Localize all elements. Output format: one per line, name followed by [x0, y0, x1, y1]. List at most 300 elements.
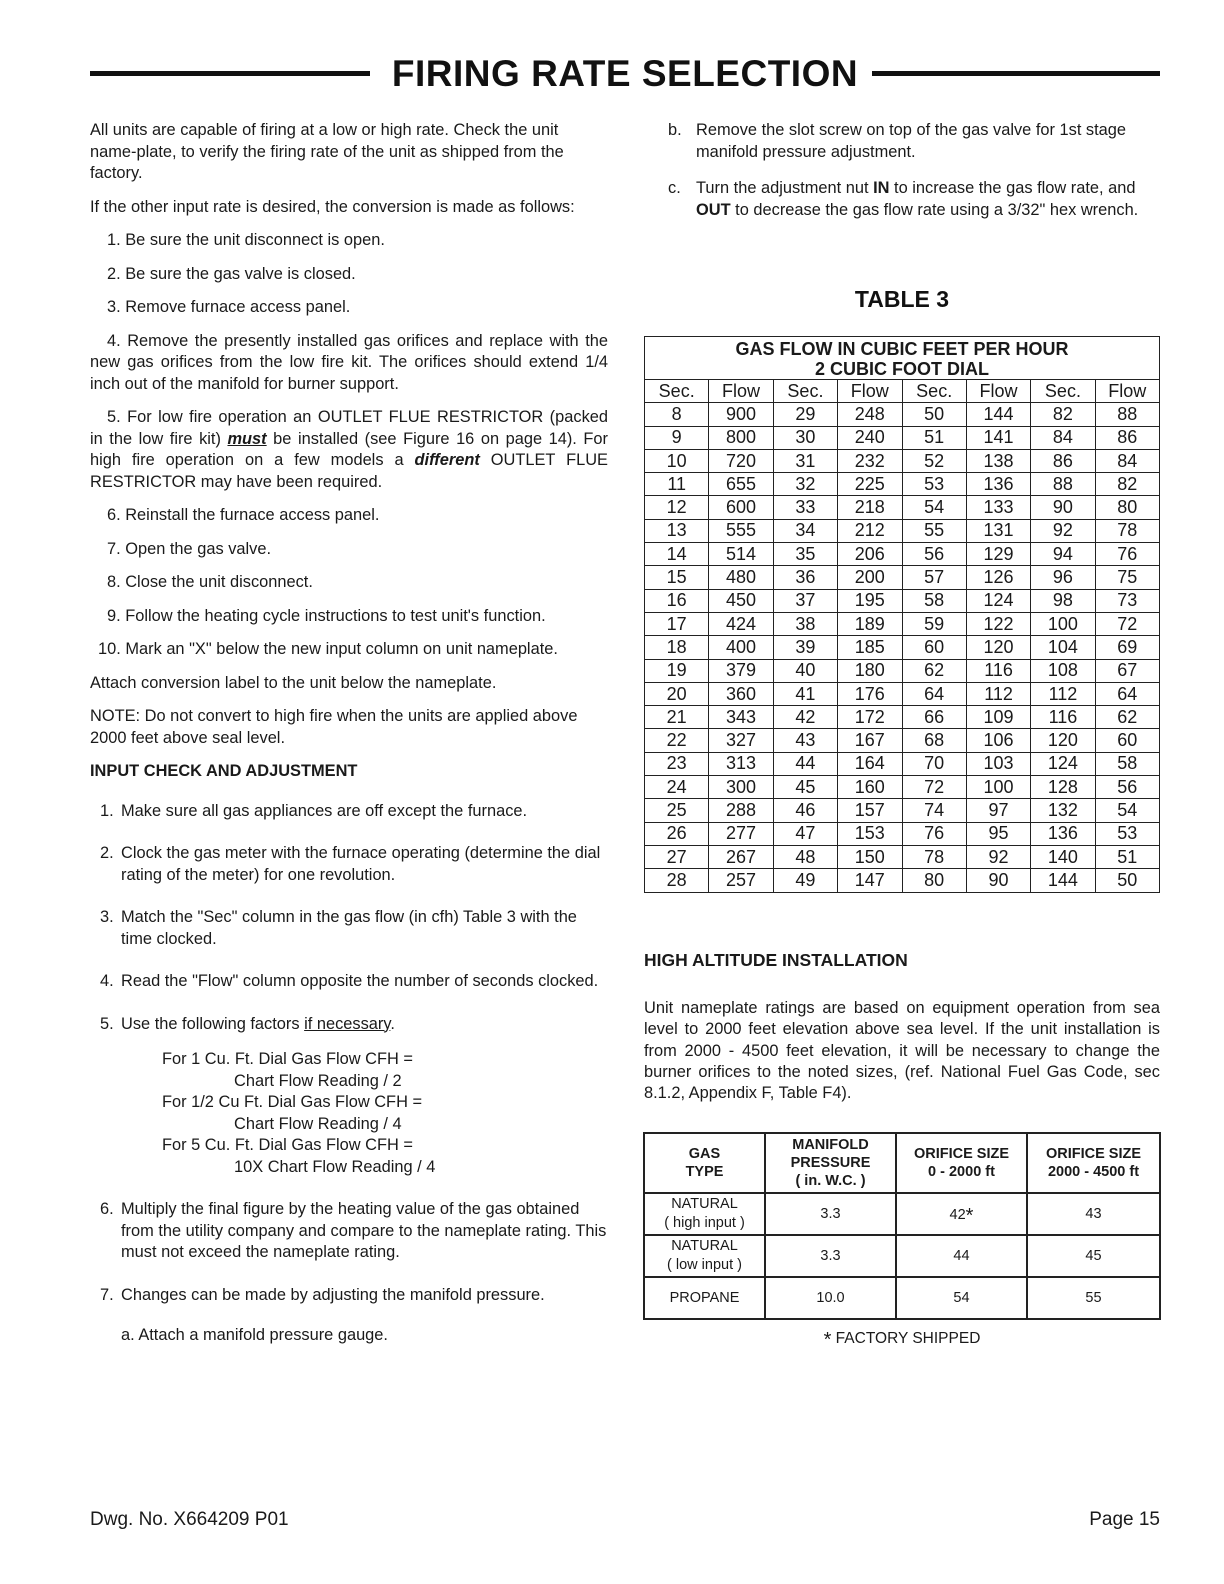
orifice-high-cell: 45: [1027, 1235, 1160, 1277]
seconds-cell: 38: [773, 612, 837, 635]
flow-cell: 75: [1095, 566, 1159, 589]
input-step-5: [90, 1014, 608, 1036]
seconds-cell: 59: [902, 612, 966, 635]
flow-cell: 62: [1095, 706, 1159, 729]
flow-cell: 240: [838, 426, 902, 449]
orifice-high-cell: 55: [1027, 1277, 1160, 1319]
conversion-step-8: 8. Close the unit disconnect.: [107, 573, 313, 591]
step5-period: .: [390, 1014, 395, 1033]
gas-type-cell: PROPANE: [644, 1277, 765, 1319]
seconds-cell: 82: [1031, 403, 1095, 426]
formula-1-value: Chart Flow Reading / 2: [234, 1071, 402, 1090]
seconds-cell: 16: [645, 589, 709, 612]
flow-cell: 600: [709, 496, 773, 519]
manifold-pressure-header: [765, 1133, 896, 1193]
step-7c: [668, 178, 1160, 221]
step-number: 4.: [100, 972, 114, 990]
flow-cell: 56: [1095, 776, 1159, 799]
orifice-low-cell: [896, 1193, 1027, 1235]
seconds-cell: 84: [1031, 426, 1095, 449]
column-header: Sec.: [1031, 380, 1095, 403]
out-bold: OUT: [696, 200, 731, 219]
flow-cell: 136: [966, 473, 1030, 496]
gas-type-header: [644, 1133, 765, 1193]
flow-cell: 90: [966, 869, 1030, 892]
right-column: [668, 120, 1160, 236]
factory-shipped-marker: *: [965, 1204, 974, 1227]
header-line: ORIFICE SIZE: [913, 1146, 1010, 1162]
table-row: [645, 636, 1160, 659]
step-7c-text-c: to decrease the gas flow rate using a 3/32" hex wrench.: [730, 200, 1139, 219]
seconds-cell: 90: [1031, 496, 1095, 519]
flow-cell: 379: [709, 659, 773, 682]
header-line: MANIFOLD: [792, 1137, 869, 1153]
flow-cell: 257: [709, 869, 773, 892]
table-row: [645, 566, 1160, 589]
seconds-cell: 19: [645, 659, 709, 682]
page-title: FIRING RATE SELECTION: [391, 53, 859, 94]
flow-cell: 288: [709, 799, 773, 822]
flow-cell: 120: [966, 636, 1030, 659]
table-row: [645, 426, 1160, 449]
seconds-cell: 37: [773, 589, 837, 612]
step-text: Remove the slot screw on top of the gas valve for 1st stage manifold pressure adjustment.: [696, 121, 1127, 161]
flow-cell: 343: [709, 706, 773, 729]
table-row: [645, 706, 1160, 729]
seconds-cell: 62: [902, 659, 966, 682]
step-7c-text-b: to increase the gas flow rate, and: [889, 179, 1136, 197]
seconds-cell: 23: [645, 752, 709, 775]
formula-3-label: For 5 Cu. Ft. Dial Gas Flow CFH =: [162, 1136, 413, 1154]
flow-cell: 54: [1095, 799, 1159, 822]
flow-cell: 514: [709, 543, 773, 566]
step-number: 1.: [100, 801, 114, 820]
title-rule-right: [872, 71, 1160, 76]
step-number: 5.: [100, 1014, 114, 1033]
orifice-table-header: [644, 1133, 1160, 1193]
cell-line: NATURAL: [671, 1238, 738, 1254]
flow-cell: 655: [709, 473, 773, 496]
step-7b: [668, 120, 1160, 163]
seconds-cell: 53: [902, 473, 966, 496]
table-row: [645, 449, 1160, 472]
step-text: Make sure all gas appliances are off except the furnace.: [121, 801, 528, 820]
seconds-cell: 44: [773, 752, 837, 775]
header-line: 2000 - 4500 ft: [1047, 1164, 1140, 1180]
input-step-2: [90, 843, 608, 886]
flow-cell: 172: [838, 706, 902, 729]
flow-cell: 147: [838, 869, 902, 892]
flow-cell: 424: [709, 612, 773, 635]
seconds-cell: 35: [773, 543, 837, 566]
flow-cell: 480: [709, 566, 773, 589]
seconds-cell: 30: [773, 426, 837, 449]
flow-cell: 200: [838, 566, 902, 589]
table-caption-2: 2 CUBIC FOOT DIAL: [645, 359, 1160, 380]
seconds-cell: 140: [1031, 845, 1095, 868]
page-title-row: [90, 52, 1160, 96]
seconds-cell: 96: [1031, 566, 1095, 589]
dial-factor-formulas: [162, 1049, 608, 1178]
conversion-step-6: 6. Reinstall the furnace access panel.: [107, 506, 380, 524]
seconds-cell: 80: [902, 869, 966, 892]
step-number: 7.: [100, 1285, 114, 1304]
flow-cell: 153: [838, 822, 902, 845]
flow-cell: 157: [838, 799, 902, 822]
flow-cell: 82: [1095, 473, 1159, 496]
table-3-title: TABLE 3: [854, 286, 950, 312]
step5-must: must: [227, 429, 267, 448]
table-row: [645, 473, 1160, 496]
step-number: 6.: [100, 1200, 114, 1218]
seconds-cell: 40: [773, 659, 837, 682]
table-row: [645, 496, 1160, 519]
flow-cell: 92: [966, 845, 1030, 868]
gas-type-cell: [644, 1235, 765, 1277]
pressure-cell: 3.3: [765, 1235, 896, 1277]
seconds-cell: 32: [773, 473, 837, 496]
seconds-cell: 128: [1031, 776, 1095, 799]
seconds-cell: 108: [1031, 659, 1095, 682]
table-row: [645, 752, 1160, 775]
flow-cell: 189: [838, 612, 902, 635]
flow-cell: 129: [966, 543, 1030, 566]
step5-text-b: be installed (see Figure 16 on page 14). For high fire operation on a few models a: [90, 429, 608, 469]
flow-cell: 267: [709, 845, 773, 868]
input-step-1: [90, 801, 608, 823]
step-letter: b.: [668, 121, 682, 139]
table-row: [645, 776, 1160, 799]
seconds-cell: 57: [902, 566, 966, 589]
seconds-cell: 48: [773, 845, 837, 868]
table-row: [645, 543, 1160, 566]
seconds-cell: 43: [773, 729, 837, 752]
cell-line: ( low input ): [667, 1257, 742, 1273]
conversion-step-3: 3. Remove furnace access panel.: [107, 298, 351, 316]
flow-cell: 126: [966, 566, 1030, 589]
flow-cell: 58: [1095, 752, 1159, 775]
table-row: [644, 1235, 1160, 1277]
seconds-cell: 136: [1031, 822, 1095, 845]
flow-cell: 60: [1095, 729, 1159, 752]
conversion-step-1: 1. Be sure the unit disconnect is open.: [107, 231, 385, 249]
flow-cell: 67: [1095, 659, 1159, 682]
seconds-cell: 88: [1031, 473, 1095, 496]
conversion-step-4: 4. Remove the presently installed gas orifices and replace with the new gas orifices from the low fire kit. The orifices should extend 1/4 inch out of the manifold for burner support.: [90, 331, 608, 393]
flow-cell: 116: [966, 659, 1030, 682]
conversion-step-5: [90, 407, 608, 493]
header-line: PRESSURE: [790, 1155, 871, 1171]
step-text: Match the "Sec" column in the gas flow (in cfh) Table 3 with the time clocked.: [121, 908, 577, 948]
column-header: Sec.: [902, 380, 966, 403]
flow-cell: 248: [838, 403, 902, 426]
flow-cell: 109: [966, 706, 1030, 729]
flow-cell: 97: [966, 799, 1030, 822]
in-bold: IN: [873, 179, 890, 197]
flow-cell: 555: [709, 519, 773, 542]
column-header: Flow: [838, 380, 902, 403]
seconds-cell: 20: [645, 682, 709, 705]
flow-cell: 138: [966, 449, 1030, 472]
flow-cell: 144: [966, 403, 1030, 426]
seconds-cell: 29: [773, 403, 837, 426]
step5-factors-text: Use the following factors: [121, 1014, 305, 1033]
seconds-cell: 116: [1031, 706, 1095, 729]
table-row: [645, 822, 1160, 845]
seconds-cell: 22: [645, 729, 709, 752]
flow-cell: 64: [1095, 682, 1159, 705]
seconds-cell: 10: [645, 449, 709, 472]
seconds-cell: 132: [1031, 799, 1095, 822]
flow-cell: 900: [709, 403, 773, 426]
seconds-cell: 25: [645, 799, 709, 822]
flow-cell: 800: [709, 426, 773, 449]
seconds-cell: 64: [902, 682, 966, 705]
gas-flow-table: [644, 336, 1160, 893]
seconds-cell: 86: [1031, 449, 1095, 472]
step5-different: different: [414, 451, 480, 469]
seconds-cell: 56: [902, 543, 966, 566]
orifice-high-cell: 43: [1027, 1193, 1160, 1235]
flow-cell: 103: [966, 752, 1030, 775]
step5-text-c: OUTLET FLUE RESTRICTOR may have been required.: [90, 451, 608, 491]
step-text: [121, 1014, 608, 1036]
flow-cell: 212: [838, 519, 902, 542]
left-column: [90, 120, 608, 1347]
conversion-steps: [90, 230, 608, 661]
seconds-cell: 94: [1031, 543, 1095, 566]
seconds-cell: 31: [773, 449, 837, 472]
high-altitude-paragraph: Unit nameplate ratings are based on equipment operation from sea level to 2000 feet elevation above sea level. If the unit installation is from 2000 - 4500 feet elevation, it will be necessary to change the burner orifices to the noted sizes, (ref. National Fuel Gas Code, sec 8.1.2, Appendix F, Table F4).: [644, 999, 1160, 1103]
seconds-cell: 58: [902, 589, 966, 612]
input-check-steps: [90, 801, 608, 1347]
cell-line: ( high input ): [664, 1215, 745, 1231]
flow-cell: 450: [709, 589, 773, 612]
step5-text-a: 5. For low fire operation an OUTLET FLUE RESTRICTOR (packed in the low fire kit): [90, 408, 608, 448]
table-row: [645, 799, 1160, 822]
input-check-heading: INPUT CHECK AND ADJUSTMENT: [90, 762, 358, 780]
table-row: [645, 659, 1160, 682]
conversion-step-10: 10. Mark an "X" below the new input column on unit nameplate.: [98, 640, 558, 658]
factory-shipped-footnote: [644, 1326, 1160, 1349]
flow-cell: 150: [838, 845, 902, 868]
intro-paragraph: All units are capable of firing at a low or high rate. Check the unit name-plate, to verify the firing rate of the unit as shipped from the factory.: [90, 121, 564, 182]
column-header: Sec.: [773, 380, 837, 403]
conversion-step-7: 7. Open the gas valve.: [107, 539, 272, 558]
step-7c-text-a: Turn the adjustment nut: [696, 179, 874, 197]
seconds-cell: 11: [645, 473, 709, 496]
cell-line: NATURAL: [671, 1196, 738, 1212]
seconds-cell: 60: [902, 636, 966, 659]
flow-cell: 124: [966, 589, 1030, 612]
step-number: 3.: [100, 908, 114, 926]
table-row: [645, 519, 1160, 542]
conversion-step-2: 2. Be sure the gas valve is closed.: [107, 264, 356, 283]
flow-cell: 88: [1095, 403, 1159, 426]
drawing-number: Dwg. No. X664209 P01: [90, 1509, 289, 1530]
seconds-cell: 39: [773, 636, 837, 659]
seconds-cell: 124: [1031, 752, 1095, 775]
flow-cell: 218: [838, 496, 902, 519]
step-number: 2.: [100, 844, 114, 862]
seconds-cell: 144: [1031, 869, 1095, 892]
seconds-cell: 92: [1031, 519, 1095, 542]
formula-2-value: Chart Flow Reading / 4: [234, 1114, 402, 1133]
orifice-low-alt-header: [896, 1133, 1027, 1193]
high-altitude-heading: HIGH ALTITUDE INSTALLATION: [644, 950, 908, 970]
seconds-cell: 28: [645, 869, 709, 892]
seconds-cell: 100: [1031, 612, 1095, 635]
seconds-cell: 78: [902, 845, 966, 868]
seconds-cell: 68: [902, 729, 966, 752]
flow-cell: 78: [1095, 519, 1159, 542]
high-fire-note: NOTE: Do not convert to high fire when the units are applied above 2000 feet above seal level.: [90, 707, 578, 747]
flow-cell: 327: [709, 729, 773, 752]
flow-cell: 80: [1095, 496, 1159, 519]
formula-1-label: For 1 Cu. Ft. Dial Gas Flow CFH =: [162, 1050, 413, 1068]
orifice-high-alt-header: [1027, 1133, 1160, 1193]
seconds-cell: 42: [773, 706, 837, 729]
orifice-size-table: [643, 1132, 1161, 1320]
pressure-cell: 3.3: [765, 1193, 896, 1235]
step-text: Changes can be made by adjusting the manifold pressure.: [121, 1285, 545, 1304]
seconds-cell: 26: [645, 822, 709, 845]
seconds-cell: 76: [902, 822, 966, 845]
step-letter: c.: [668, 179, 681, 197]
flow-cell: 53: [1095, 822, 1159, 845]
seconds-cell: 46: [773, 799, 837, 822]
header-line: ( in. W.C. ): [795, 1173, 866, 1189]
seconds-cell: 14: [645, 543, 709, 566]
column-header: Flow: [709, 380, 773, 403]
seconds-cell: 18: [645, 636, 709, 659]
header-line: ORIFICE SIZE: [1045, 1146, 1142, 1162]
flow-cell: 232: [838, 449, 902, 472]
flow-cell: 277: [709, 822, 773, 845]
seconds-cell: 66: [902, 706, 966, 729]
flow-cell: 300: [709, 776, 773, 799]
input-step-7a: a. Attach a manifold pressure gauge.: [121, 1326, 388, 1344]
flow-cell: 72: [1095, 612, 1159, 635]
footnote-text: FACTORY SHIPPED: [831, 1330, 981, 1347]
flow-cell: 69: [1095, 636, 1159, 659]
seconds-cell: 54: [902, 496, 966, 519]
flow-cell: 122: [966, 612, 1030, 635]
seconds-cell: 34: [773, 519, 837, 542]
input-step-7: [90, 1285, 608, 1307]
flow-cell: 141: [966, 426, 1030, 449]
table-row: [645, 403, 1160, 426]
orifice-low-cell: 44: [896, 1235, 1027, 1277]
seconds-cell: 72: [902, 776, 966, 799]
seconds-cell: 9: [645, 426, 709, 449]
step-text: Multiply the final figure by the heating value of the gas obtained from the utility company and compare to the nameplate rating. This must not exceed the nameplate rating.: [121, 1200, 607, 1261]
flow-cell: 180: [838, 659, 902, 682]
seconds-cell: 21: [645, 706, 709, 729]
footnote-marker: *: [823, 1329, 832, 1351]
seconds-cell: 47: [773, 822, 837, 845]
flow-cell: 133: [966, 496, 1030, 519]
flow-cell: 73: [1095, 589, 1159, 612]
flow-cell: 95: [966, 822, 1030, 845]
flow-cell: 185: [838, 636, 902, 659]
step-text: [696, 178, 1160, 221]
header-line: GAS: [688, 1146, 721, 1162]
input-step-4: [90, 971, 608, 993]
table-row: [645, 682, 1160, 705]
seconds-cell: 49: [773, 869, 837, 892]
seconds-cell: 74: [902, 799, 966, 822]
table-header-row: [645, 380, 1160, 403]
flow-cell: 400: [709, 636, 773, 659]
flow-cell: 51: [1095, 845, 1159, 868]
column-header: Sec.: [645, 380, 709, 403]
page-number: Page 15: [1089, 1509, 1160, 1530]
seconds-cell: 33: [773, 496, 837, 519]
seconds-cell: 8: [645, 403, 709, 426]
seconds-cell: 104: [1031, 636, 1095, 659]
input-step-6: [90, 1199, 608, 1264]
flow-cell: 131: [966, 519, 1030, 542]
formula-2-label: For 1/2 Cu Ft. Dial Gas Flow CFH =: [162, 1093, 423, 1111]
pressure-cell: 10.0: [765, 1277, 896, 1319]
flow-cell: 313: [709, 752, 773, 775]
seconds-cell: 36: [773, 566, 837, 589]
seconds-cell: 15: [645, 566, 709, 589]
header-line: 0 - 2000 ft: [928, 1164, 995, 1180]
flow-cell: 100: [966, 776, 1030, 799]
seconds-cell: 17: [645, 612, 709, 635]
seconds-cell: 70: [902, 752, 966, 775]
if-necessary-underlined: if necessary: [304, 1014, 391, 1033]
table-row: [645, 589, 1160, 612]
seconds-cell: 98: [1031, 589, 1095, 612]
header-line: TYPE: [685, 1164, 724, 1180]
seconds-cell: 50: [902, 403, 966, 426]
table-row: [644, 1277, 1160, 1319]
column-header: Flow: [1095, 380, 1159, 403]
flow-cell: 160: [838, 776, 902, 799]
formula-3-value: 10X Chart Flow Reading / 4: [234, 1157, 436, 1176]
seconds-cell: 55: [902, 519, 966, 542]
flow-cell: 86: [1095, 426, 1159, 449]
flow-cell: 76: [1095, 543, 1159, 566]
seconds-cell: 51: [902, 426, 966, 449]
flow-cell: 720: [709, 449, 773, 472]
seconds-cell: 12: [645, 496, 709, 519]
flow-cell: 164: [838, 752, 902, 775]
step-text: Read the "Flow" column opposite the number of seconds clocked.: [121, 972, 599, 990]
seconds-cell: 52: [902, 449, 966, 472]
flow-cell: 176: [838, 682, 902, 705]
flow-cell: 167: [838, 729, 902, 752]
attach-label-note: Attach conversion label to the unit below the nameplate.: [90, 673, 497, 692]
table-row: [645, 729, 1160, 752]
table-caption-1: GAS FLOW IN CUBIC FEET PER HOUR: [645, 337, 1160, 360]
cell-value: 42: [949, 1206, 966, 1223]
seconds-cell: 24: [645, 776, 709, 799]
seconds-cell: 27: [645, 845, 709, 868]
gas-type-cell: [644, 1193, 765, 1235]
seconds-cell: 112: [1031, 682, 1095, 705]
seconds-cell: 45: [773, 776, 837, 799]
flow-cell: 112: [966, 682, 1030, 705]
flow-cell: 84: [1095, 449, 1159, 472]
seconds-cell: 13: [645, 519, 709, 542]
table-row: [645, 869, 1160, 892]
seconds-cell: 120: [1031, 729, 1095, 752]
input-step-3: [90, 907, 608, 950]
